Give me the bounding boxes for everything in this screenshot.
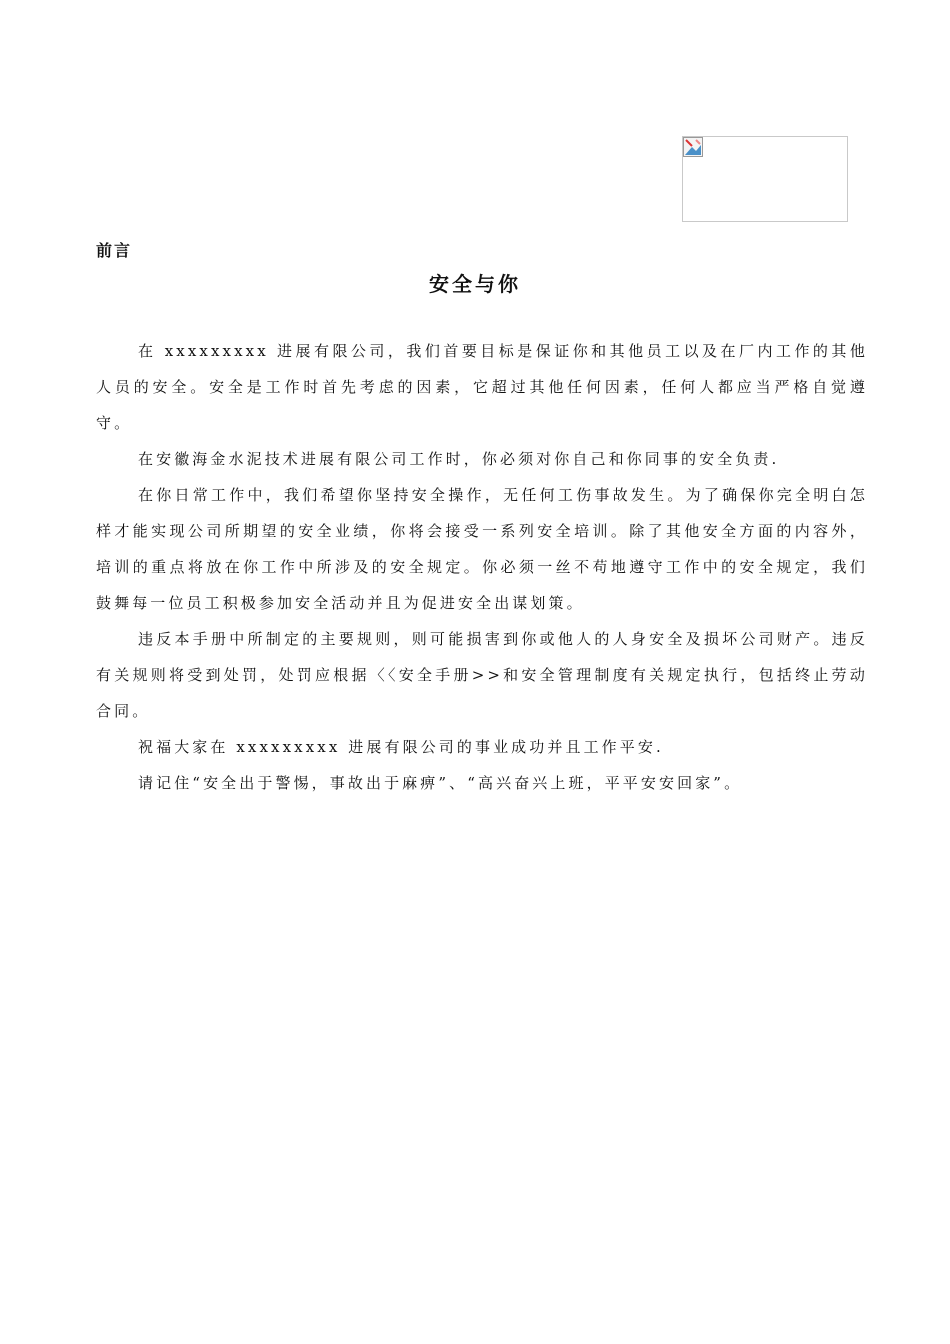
paragraph: 违反本手册中所制定的主要规则，则可能损害到你或他人的人身安全及损坏公司财产。违反有关规则将受到处罚，处罚应根据〈〈安全手册>>和安全管理制度有关规定执行，包括终止劳动合同。 <box>96 630 868 720</box>
broken-image-icon <box>683 137 703 157</box>
paragraph: 在 xxxxxxxxx 进展有限公司，我们首要目标是保证你和其他员工以及在厂内工作的其他人员的安全。安全是工作时首先考虑的因素，它超过其他任何因素，任何人都应当严格自觉遵守。 <box>96 342 868 432</box>
section-heading: 前言 <box>96 241 133 260</box>
paragraph: 在你日常工作中，我们希望你坚持安全操作，无任何工伤事故发生。为了确保你完全明白怎样才能实现公司所期望的安全业绩，你将会接受一系列安全培训。除了其他安全方面的内容外，培训的重点将放在你工作中所涉及的安全规定。你必须一丝不苟地遵守工作中的安全规定，我们鼓舞每一位员工积极参加安全活动并且为促进安全出谋划策。 <box>96 486 868 612</box>
paragraph: 请记住“安全出于警惕，事故出于麻痹”、“高兴奋兴上班，平平安安回家”。 <box>138 774 743 792</box>
image-placeholder <box>682 136 848 222</box>
paragraph: 祝福大家在 xxxxxxxxx 进展有限公司的事业成功并且工作平安. <box>138 738 664 756</box>
page-title: 安全与你 <box>429 272 521 296</box>
body-text <box>96 333 868 801</box>
paragraph: 在安徽海金水泥技术进展有限公司工作时，你必须对你自己和你同事的安全负责. <box>138 450 780 468</box>
